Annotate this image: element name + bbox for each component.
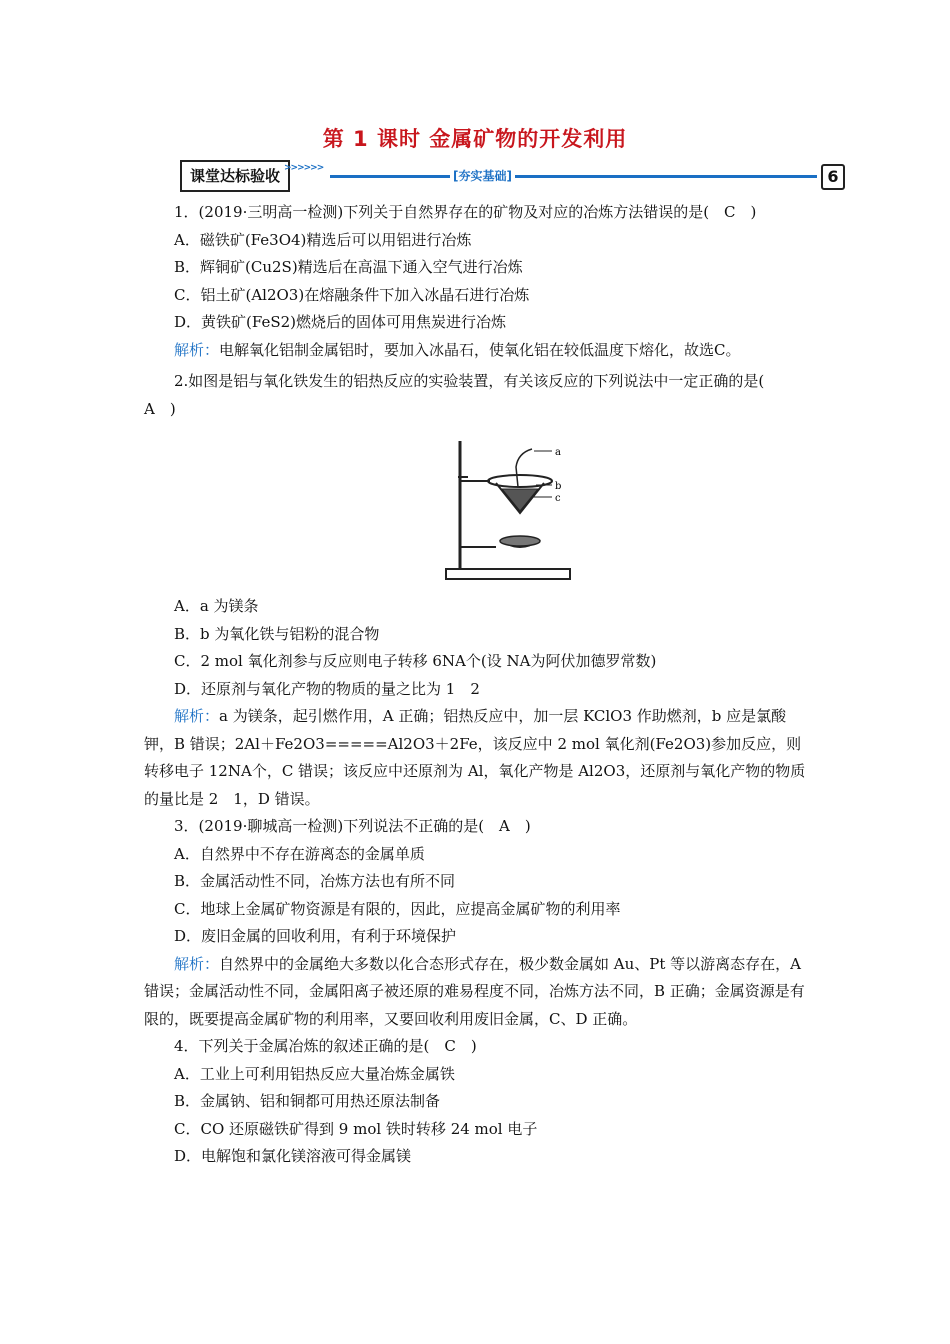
- label-a: a: [555, 447, 561, 458]
- q2-option-b: B．b 为氧化铁与铝粉的混合物: [174, 624, 380, 643]
- q3-analysis: [144, 951, 809, 1034]
- thermite-mixture: [502, 489, 538, 511]
- label-c: c: [555, 493, 561, 504]
- q4-option-b: B．金属钠、铝和铜都可用热还原法制备: [174, 1092, 441, 1110]
- q4-option-c: C．CO 还原磁铁矿得到 9 mol 铁时转移 24 mol 电子: [174, 1119, 538, 1138]
- banner-arrows-icon: >>>>>>: [284, 163, 324, 173]
- q1-option-b: B．辉铜矿(Cu2S)精选后在高温下通入空气进行冶炼: [174, 258, 523, 276]
- q1-analysis-text: 电解氧化铝制金属铝时，要加入冰晶石，使氧化铝在较低温度下熔化，故选C。: [219, 340, 741, 359]
- q2-stem: 2.如图是铝与氧化铁发生的铝热反应的实验装置，有关该反应的下列说法中一定正确的是( A ): [144, 372, 780, 418]
- q1-analysis-label: 解析：: [174, 340, 220, 359]
- section-banner: [180, 160, 845, 190]
- q1-stem: 1．(2019·三明高一检测)下列关于自然界存在的矿物及对应的冶炼方法错误的是( C ): [174, 203, 757, 221]
- q1-analysis: [144, 337, 809, 365]
- q2-option-c: C．2 mol 氧化剂参与反应则电子转移 6NA个(设 NA为阿伏加德罗常数): [174, 652, 657, 670]
- q3-option-d: D．废旧金属的回收利用，有利于环境保护: [174, 927, 457, 945]
- q3-analysis-label: 解析：: [174, 954, 220, 973]
- q4-stem: 4．下列关于金属冶炼的叙述正确的是( C ): [174, 1037, 477, 1055]
- q2-analysis-label: 解析：: [174, 707, 220, 725]
- q4-option-a: A．工业上可利用铝热反应大量冶炼金属铁: [174, 1064, 455, 1083]
- thermite-apparatus-diagram: [440, 431, 580, 591]
- q3-analysis-text: 自然界中的金属绝大多数以化合态形式存在，极少数金属如 Au、Pt 等以游离态存在，A 错误；金属活动性不同，金属阳离子被还原的难易程度不同，冶炼方法不同，B 正确；金属资源是有限的，既要提高金属矿物的利用率，又要回收利用废旧金属，C、D 正确。: [144, 954, 805, 1028]
- question-list: [144, 199, 809, 1171]
- q2-analysis-text: a 为镁条，起引燃作用，A 正确；铝热反应中，加一层 KClO3 作助燃剂，b 应是氯酸钾，B 错误；2Al＋Fe2O3=====Al2O3＋2Fe，该反应中 2 mol 氧化剂(Fe2O3)参加反应，则转移电子 12NA个，C 错误；该反应中还原剂为 Al，氧化产物是 Al2O3，还原剂与氧化产物的物质的量比是 2 1，D 错误。: [144, 707, 806, 808]
- thermite-apparatus-figure: [144, 431, 809, 591]
- q2-option-a: A．a 为镁条: [174, 597, 259, 615]
- q2-analysis: [144, 703, 809, 813]
- banner-rule: [330, 175, 817, 178]
- q3-option-a: A．自然界中不存在游离态的金属单质: [174, 844, 425, 863]
- q4-option-d: D．电解饱和氯化镁溶液可得金属镁: [174, 1147, 412, 1165]
- sand-pile: [500, 536, 540, 546]
- q3-option-b: B．金属活动性不同，冶炼方法也有所不同: [174, 872, 456, 890]
- stand-base: [446, 569, 570, 579]
- q1-option-c: C．铝土矿(Al2O3)在熔融条件下加入冰晶石进行冶炼: [174, 285, 530, 304]
- label-b: b: [555, 481, 562, 492]
- magnesium-strip: [516, 449, 532, 487]
- banner-number: 6: [821, 164, 845, 190]
- q1-option-d: D．黄铁矿(FeS2)燃烧后的固体可用焦炭进行冶炼: [174, 313, 507, 331]
- q2-option-d: D．还原剂与氧化产物的物质的量之比为 1 2: [174, 679, 480, 698]
- q3-option-c: C．地球上金属矿物资源是有限的，因此，应提高金属矿物的利用率: [174, 899, 621, 918]
- banner-tag: [夯实基础]: [450, 167, 515, 184]
- page-title: 第 1 课时 金属矿物的开发利用: [322, 127, 628, 151]
- q1-option-a: A．磁铁矿(Fe3O4)精选后可以用铝进行冶炼: [174, 230, 472, 249]
- q3-stem: 3．(2019·聊城高一检测)下列说法不正确的是( A ): [174, 817, 531, 835]
- banner-label: 课堂达标验收: [180, 160, 290, 192]
